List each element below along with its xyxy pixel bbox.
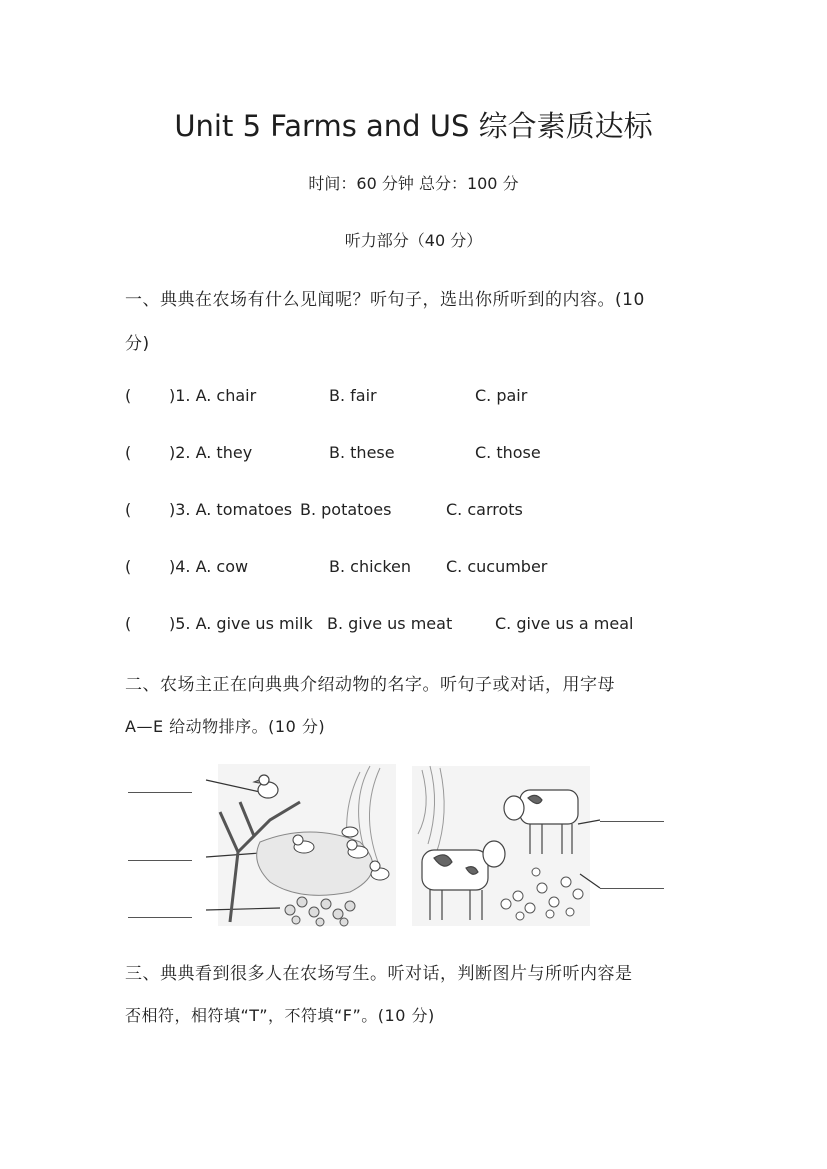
answer-blank[interactable] xyxy=(128,792,192,793)
exam-meta: 时间：60 分钟 总分：100 分 xyxy=(308,174,519,193)
answer-paren[interactable]: ( xyxy=(125,386,132,405)
option-a: )1. A. chair xyxy=(169,386,257,405)
option-c: C. give us a meal xyxy=(495,614,634,633)
option-b: B. chicken xyxy=(329,557,412,576)
section3-heading: 三、典典看到很多人在农场写生。听对话，判断图片与所听内容是 xyxy=(125,964,633,984)
answer-blank[interactable] xyxy=(600,888,664,889)
answer-paren[interactable]: ( xyxy=(125,557,132,576)
cow-chicken-illustration xyxy=(410,764,606,928)
option-c: C. cucumber xyxy=(446,557,548,576)
section3-heading-cont: 否相符，相符填“T”，不符填“F”。(10 分) xyxy=(125,1006,435,1025)
option-c: C. those xyxy=(475,443,541,462)
option-b: B. these xyxy=(329,443,395,462)
option-b: B. fair xyxy=(329,386,377,405)
section2-heading-cont: A—E 给动物排序。(10 分) xyxy=(125,717,326,736)
page-title: Unit 5 Farms and US 综合素质达标 xyxy=(174,109,653,143)
section2-heading: 二、农场主正在向典典介绍动物的名字。听句子或对话，用字母 xyxy=(125,675,615,695)
answer-paren[interactable]: ( xyxy=(125,500,132,519)
answer-paren[interactable]: ( xyxy=(125,614,132,633)
answer-blank[interactable] xyxy=(128,917,192,918)
option-a: )4. A. cow xyxy=(169,557,249,576)
option-a: )3. A. tomatoes xyxy=(169,500,293,519)
bird-duck-chick-illustration xyxy=(200,762,400,930)
part-heading: 听力部分（40 分） xyxy=(344,231,483,250)
option-b: B. potatoes xyxy=(300,500,392,519)
option-b: B. give us meat xyxy=(327,614,453,633)
option-c: C. pair xyxy=(475,386,528,405)
answer-blank[interactable] xyxy=(600,821,664,822)
option-a: )2. A. they xyxy=(169,443,253,462)
section1-heading-cont: 分) xyxy=(125,334,150,354)
answer-blank[interactable] xyxy=(128,860,192,861)
answer-paren[interactable]: ( xyxy=(125,443,132,462)
section1-heading: 一、典典在农场有什么见闻呢？听句子，选出你所听到的内容。(10 xyxy=(125,290,645,310)
option-a: )5. A. give us milk xyxy=(169,614,313,633)
option-c: C. carrots xyxy=(446,500,523,519)
